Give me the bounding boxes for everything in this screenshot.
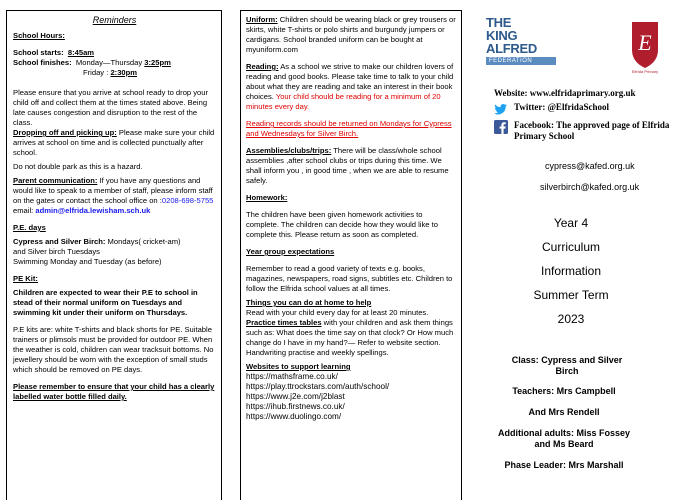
reminders-panel [6, 10, 222, 500]
term-label: Summer Term [533, 288, 609, 302]
phase-leader-info: Phase Leader: Mrs Marshall [504, 460, 624, 470]
reminders-title: Reminders [92, 15, 137, 25]
king-alfred-logo: THE KING ALFRED FEDERATION [486, 16, 556, 65]
curriculum-title-block [486, 211, 656, 331]
school-starts: School starts: 8:45am [13, 48, 95, 57]
twitter-row[interactable] [484, 102, 690, 116]
year-group-text: Remember to read a good variety of texts e.g. books, magazines, newspapers, road signs, subtitles etc. Children to follow the Elfrida school values at all times. [246, 264, 453, 293]
home-help-heading: Things you can do at home to help [246, 298, 372, 307]
uniform-paragraph: Uniform: Children should be wearing black or grey trousers or skirts, white T-shirts or polo shirts and burgundy jumpers or cardigans. School branded uniform can be bought at myuniform.com [246, 15, 456, 54]
homework-text: The children have been given homework activities to complete. The children can decide how they would like to complete this. Please return as soon as completed. [246, 210, 438, 239]
logos-row [484, 10, 690, 80]
website-link[interactable]: https://www.j2e.com/j2blast [246, 392, 345, 401]
school-finishes-friday: Friday : 2:30pm [83, 68, 138, 77]
pe-kit-text: P.E kits are: white T-shirts and black shorts for PE. Suitable trainers or plimsols must be provided for outdoor PE. When the weather is cold, children can wear tracksuit bottoms. No jewellery should be worn with the exception of small studs which should be removed on PE days. [13, 325, 214, 374]
pe-days-line1: Cypress and Silver Birch: Mondays( cricket-am) [13, 237, 181, 246]
hazard-text: Do not double park as this is a hazard. [13, 162, 143, 171]
pe-days-heading: P.E. days [13, 223, 46, 232]
information-label: Information [540, 264, 602, 278]
home-help-text: Read with your child every day for at least 20 minutes. Practice times tables with your children and ask them things such as: What does the time say on that clock? Or How much change do I have in my hand?— Refer to website section. Handwriting practise and weekly spellings. [246, 308, 454, 357]
assemblies-paragraph: Assemblies/clubs/trips: There will be class/whole school assemblies ,after school clubs or trips during this time. We shall inform you , in good time , when we are able to resume safely. [246, 146, 449, 185]
curriculum-label: Curriculum [541, 240, 600, 254]
information-panel [240, 10, 462, 500]
school-website[interactable]: Website: www.elfridaprimary.org.uk [494, 88, 636, 98]
year-group-heading: Year group expectations [246, 247, 335, 256]
teachers-info: Teachers: Mrs Campbell [512, 386, 616, 396]
water-bottle-notice: Please remember to ensure that your child has a clearly labelled water bottle filled daily. [13, 382, 215, 401]
school-email: email: admin@elfrida.lewisham.sch.uk [13, 206, 151, 215]
svg-text:E: E [638, 30, 652, 55]
additional-adults-info: Additional adults: Miss Fossey and Ms Beard [497, 428, 631, 449]
facebook-icon [494, 120, 508, 134]
school-finishes: School finishes: Monday—Thursday 3:25pm [13, 58, 171, 67]
reading-paragraph: Reading: As a school we strive to make our children lovers of reading and good books. Please take time to talk to your child about what they are reading and take an interest in their book choices. Your child should be reading for a minimum of 20 minutes every day. [246, 62, 454, 111]
reading-records-notice: Reading records should be returned on Mondays for Cypress and Wednesdays for Silver Birch. [246, 119, 452, 138]
dropping-paragraph: Dropping off and picking up: Please make sure your child arrives at school on time and is collected punctually after school. [13, 128, 215, 157]
pe-kit-heading: PE Kit: [13, 274, 38, 283]
pe-days-line3: Swimming Monday and Tuesday (as before) [13, 257, 162, 266]
facebook-page: Facebook: The approved page of Elfrida Primary School [514, 120, 670, 141]
twitter-icon [494, 102, 508, 116]
homework-heading: Homework: [246, 193, 288, 202]
parent-communication: Parent communication: If you have any questions and would like to speak to a member of staff, please inform staff on the gates or contact the school office on :0208-698-5755 [13, 176, 214, 205]
teachers-info-2: And Mrs Rendell [528, 407, 600, 417]
class-info: Class: Cypress and Silver Birch [511, 355, 623, 376]
school-hours-heading: School Hours: [13, 31, 65, 40]
year-number: 2023 [557, 312, 585, 326]
website-link[interactable]: https://mathsframe.co.uk/ [246, 372, 338, 381]
pe-days-line2: and Silver birch Tuesdays [13, 247, 100, 256]
elfrida-crest-logo [630, 20, 660, 76]
year-label: Year 4 [553, 216, 589, 230]
website-link[interactable]: https://ihub.firstnews.co.uk/ [246, 402, 345, 411]
svg-text:Elfrida Primary: Elfrida Primary [631, 69, 659, 74]
cypress-email[interactable]: cypress@kafed.org.uk [545, 161, 635, 171]
website-link[interactable]: https://play.ttrockstars.com/auth/school/ [246, 382, 390, 391]
websites-heading: Websites to support learning [246, 362, 351, 371]
facebook-row[interactable] [484, 120, 690, 142]
pe-kit-notice: Children are expected to wear their P.E to school in stead of their normal uniform on Tuesdays and swimming kit under their uniform on Thursdays. [13, 288, 198, 317]
silverbirch-email[interactable]: silverbirch@kafed.org.uk [540, 182, 640, 192]
school-email-link[interactable]: admin@elfrida.lewisham.sch.uk [35, 206, 151, 215]
twitter-handle: Twitter: @ElfridaSchool [514, 102, 609, 112]
cover-panel [484, 10, 690, 500]
arrival-text: Please ensure that you arrive at school ready to drop your child off and collect them at the times stated above. Being late causes congestion and disruption to the rest of the class. [13, 88, 209, 127]
website-link[interactable]: https://www.duolingo.com/ [246, 412, 342, 421]
